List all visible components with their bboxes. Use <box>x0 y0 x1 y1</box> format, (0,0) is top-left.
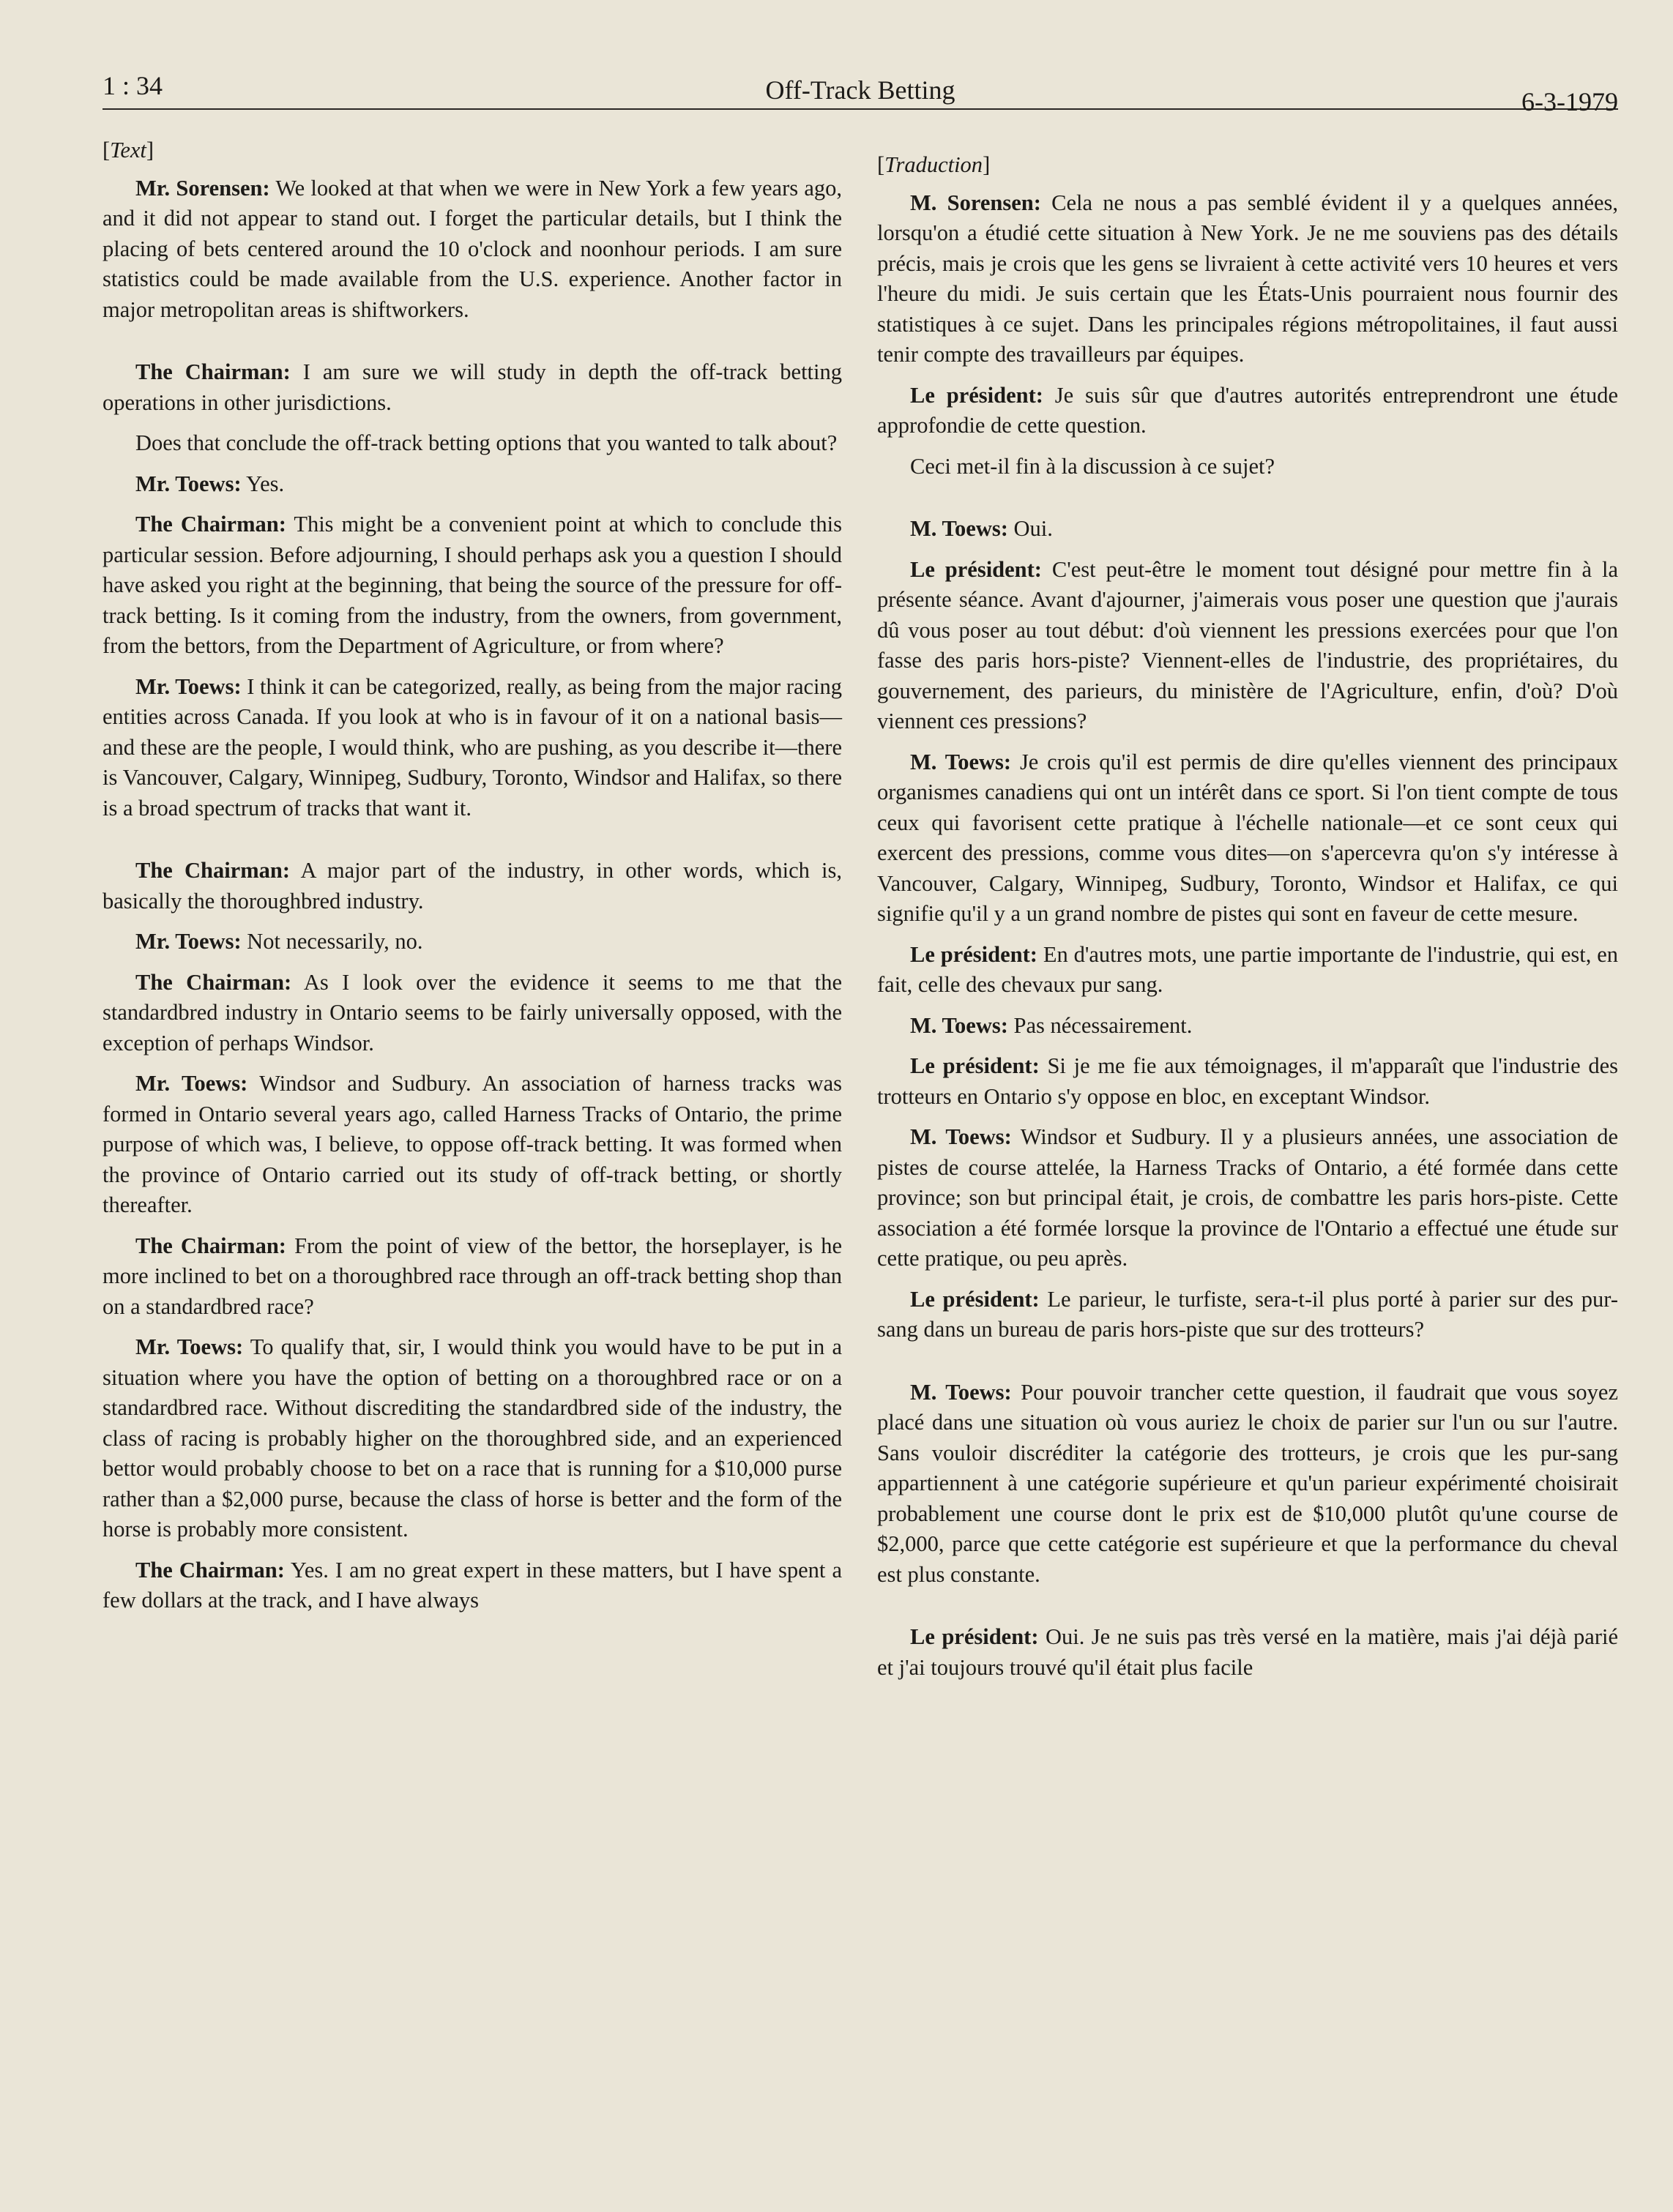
speaker-name: The Chairman: <box>135 1233 286 1258</box>
speech-text: Yes. I am no great expert in these matters, but I have spent a few dollars at the track, and I have always <box>103 1557 842 1613</box>
transcript-paragraph <box>103 1069 842 1221</box>
speech-text: Yes. <box>246 471 285 496</box>
speech-text: This might be a convenient point at which to conclude this particular session. Before adjourning, I should perhaps ask you a question I should have asked you right at the beginning, that being the source of the pressure for off-track betting. Is it coming from the industry, from the owners, from government, from the bettors, from the Department of Agriculture, or from where? <box>103 512 842 658</box>
speaker-name: Le président: <box>910 941 1037 967</box>
speaker-name: The Chairman: <box>135 359 291 384</box>
speech-text: A major part of the industry, in other words, which is, basically the thoroughbred industry. <box>103 858 842 913</box>
speech-text: As I look over the evidence it seems to me that the standardbred industry in Ontario seems to be fairly universally opposed, with the exception of perhaps Windsor. <box>103 969 843 1055</box>
transcript-paragraph <box>877 1622 1618 1683</box>
speaker-name: M. Sorensen: <box>910 190 1041 215</box>
speaker-name: Mr. Toews: <box>135 673 242 699</box>
speech-text: To qualify that, sir, I would think you would have to be put in a situation where you have the option of betting on a thoroughbred race or on a standardbred race. Without discrediting the standardbred side of the industry, the class of racing is probably higher on the thoroughbred side, and an experienced bettor would probably choose to bet on a race that is running for a $10,000 purse rather than a $2,000 purse, because the class of horse is better and the form of the horse is probably more consistent. <box>103 1334 842 1542</box>
sitting-date: 6-3-1979 <box>1521 87 1618 116</box>
speaker-name: M. Toews: <box>910 1012 1008 1038</box>
transcript-paragraph <box>103 927 842 957</box>
speech-text: Si je me fie aux témoignages, il m'apparaît que l'industrie des trotteurs en Ontario s'y oppose en bloc, en exceptant Windsor. <box>877 1053 1619 1109</box>
running-title: Off-Track Betting <box>765 75 955 105</box>
transcript-paragraph <box>103 672 842 824</box>
transcript-paragraph <box>877 1122 1618 1274</box>
transcript-paragraph <box>103 1555 842 1616</box>
transcript-paragraph <box>877 381 1618 441</box>
speaker-name: Mr. Sorensen: <box>135 175 270 201</box>
speech-text: En d'autres mots, une partie importante de l'industrie, qui est, en fait, celle des chevaux pur sang. <box>877 941 1618 997</box>
transcript-paragraph <box>103 428 842 459</box>
speaker-name: Le président: <box>910 382 1043 408</box>
speaker-name: Mr. Toews: <box>135 929 242 954</box>
transcript-paragraph <box>103 509 842 662</box>
transcript-paragraph <box>877 1285 1618 1345</box>
speaker-name: The Chairman: <box>135 1557 285 1583</box>
speech-text: Oui. Je ne suis pas très versé en la matière, mais j'ai déjà parié et j'ai toujours trouvé qu'il était plus facile <box>877 1624 1618 1680</box>
transcript-paragraph <box>877 452 1618 482</box>
page-header <box>103 64 1618 116</box>
transcript-paragraph <box>877 514 1618 545</box>
transcript-paragraph <box>103 1231 842 1323</box>
transcript-paragraph <box>103 968 842 1059</box>
speaker-name: Le président: <box>910 556 1042 582</box>
transcript-paragraph <box>877 747 1618 930</box>
speaker-name: M. Toews: <box>910 516 1008 541</box>
speaker-name: M. Toews: <box>910 749 1012 774</box>
speech-text: Cela ne nous a pas semblé évident il y a quelques années, lorsqu'on a étudié cette situation à New York. Je ne me souviens pas des détails précis, mais je crois que les gens se livraient à cette activité vers 10 heures et vers l'heure du midi. Je suis certain que les États-Unis pourraient nous fournir des statistiques à ce sujet. Dans les principales régions métropolitaines, il faut aussi tenir compte des travailleurs par équipes. <box>877 190 1619 367</box>
french-paragraphs <box>877 188 1618 1684</box>
speech-text: C'est peut-être le moment tout désigné pour mettre fin à la présente séance. Avant d'ajourner, j'aimerais vous poser une question que j'aurais dû vous poser au tout début: d'où viennent les pressions exercées pour que l'on fasse des paris hors-piste? Viennent-elles de l'industrie, des propriétaires, du gouvernement, des parieurs, du ministère de l'Agriculture, enfin, d'où? D'où viennent ces pressions? <box>877 556 1619 733</box>
speaker-name: Mr. Toews: <box>135 471 242 496</box>
transcript-paragraph <box>877 1051 1618 1112</box>
speech-text: Pas nécessairement. <box>1013 1012 1193 1038</box>
speaker-name: Le président: <box>910 1624 1039 1649</box>
translation-tag: [Traduction] <box>877 152 991 177</box>
speech-text: Le parieur, le turfiste, sera-t-il plus porté à parier sur des pur-sang dans un bureau de paris hors-piste que sur des trotteurs? <box>877 1286 1618 1342</box>
speech-text: I think it can be categorized, really, as being from the major racing entities across Canada. If you look at who is in favour of it on a national basis—and these are the people, I would think, who are pushing, as you describe it—there is Vancouver, Calgary, Winnipeg, Sudbury, Toronto, Windsor and Halifax, so there is a broad spectrum of tracks that want it. <box>103 673 843 821</box>
speech-text: Not necessarily, no. <box>247 929 423 954</box>
speech-text: Pour pouvoir trancher cette question, il faudrait que vous soyez placé dans une situation où vous auriez le choix de parier sur l'un ou sur l'autre. Sans vouloir discréditer la catégorie des trotteurs, je crois que les pur-sang appartiennent à une catégorie supérieure et qu'un parieur expérimenté choisirait probablement une course dont le prix est de $10,000 plutôt qu'une course de $2,000, parce que cette catégorie est supérieure et que la performance du cheval est plus constante. <box>877 1379 1619 1587</box>
speaker-name: The Chairman: <box>135 512 286 537</box>
speech-text: Je crois qu'il est permis de dire qu'elles viennent des principaux organismes canadiens qui ont un intérêt dans ce sport. Si l'on tient compte de tous ceux qui favorisent cette pratique à l'échelle nationale—et ce sont ceux qui exercent des pressions, comme vous dites—on s'apercevra qu'on s'y intéresse à Vancouver, Calgary, Winnipeg, Sudbury, Toronto, Windsor et Halifax, ce qui signifie qu'il y a un grand nombre de pistes qui sont en faveur de cette mesure. <box>877 749 1619 926</box>
transcript-paragraph <box>103 357 842 418</box>
speaker-name: Mr. Toews: <box>135 1071 248 1096</box>
text-tag: [Text] <box>103 138 154 162</box>
page-number: 1 : 34 <box>103 71 163 100</box>
speaker-name: Le président: <box>910 1286 1040 1312</box>
speech-text: Oui. <box>1013 516 1053 541</box>
speaker-name: M. Toews: <box>910 1379 1012 1405</box>
speaker-name: M. Toews: <box>910 1124 1012 1149</box>
transcript-paragraph <box>877 188 1618 370</box>
english-column <box>103 135 842 2183</box>
speech-text: Windsor and Sudbury. An association of harness tracks was formed in Ontario several years ago, called Harness Tracks of Ontario, the prime purpose of which was, I believe, to oppose off-track betting. It was formed when the province of Ontario carried out its study of off-track betting, or shortly thereafter. <box>103 1071 842 1217</box>
speech-text: Ceci met-il fin à la discussion à ce sujet? <box>910 453 1275 479</box>
english-paragraphs <box>103 173 842 1616</box>
speech-text: From the point of view of the bettor, the horseplayer, is he more inclined to bet on a thoroughbred race through an off-track betting shop than on a standardbred race? <box>103 1233 843 1319</box>
transcript-paragraph <box>877 1011 1618 1042</box>
speaker-name: Mr. Toews: <box>135 1334 244 1359</box>
transcript-paragraph <box>103 469 842 500</box>
speaker-name: The Chairman: <box>135 858 290 883</box>
transcript-paragraph <box>103 1332 842 1545</box>
speech-text: I am sure we will study in depth the off-track betting operations in other jurisdictions. <box>103 359 843 415</box>
transcript-paragraph <box>103 173 842 326</box>
speech-text: We looked at that when we were in New York a few years ago, and it did not appear to stand out. I forget the particular details, but I think the placing of bets centered around the 10 o'clock and noonhour periods. I am sure statistics could be made available from the U.S. experience. Another factor in major metropolitan areas is shiftworkers. <box>103 175 843 322</box>
transcript-paragraph <box>103 856 842 916</box>
transcript-paragraph <box>877 1378 1618 1591</box>
speaker-name: Le président: <box>910 1053 1040 1078</box>
french-column <box>877 150 1618 2183</box>
speaker-name: The Chairman: <box>135 969 292 995</box>
transcript-paragraph <box>877 940 1618 1001</box>
speech-text: Je suis sûr que d'autres autorités entreprendront une étude approfondie de cette question. <box>877 382 1618 438</box>
speech-text: Windsor et Sudbury. Il y a plusieurs années, une association de pistes de course attelée, la Harness Tracks of Ontario, a été formée dans cette province; son but principal était, je crois, de combattre les paris hors-piste. Cette association a été formée lorsque la province de l'Ontario a effectué une étude sur cette pratique, ou peu après. <box>877 1124 1619 1271</box>
transcript-paragraph <box>877 555 1618 737</box>
speech-text: Does that conclude the off-track betting options that you wanted to talk about? <box>135 430 838 455</box>
